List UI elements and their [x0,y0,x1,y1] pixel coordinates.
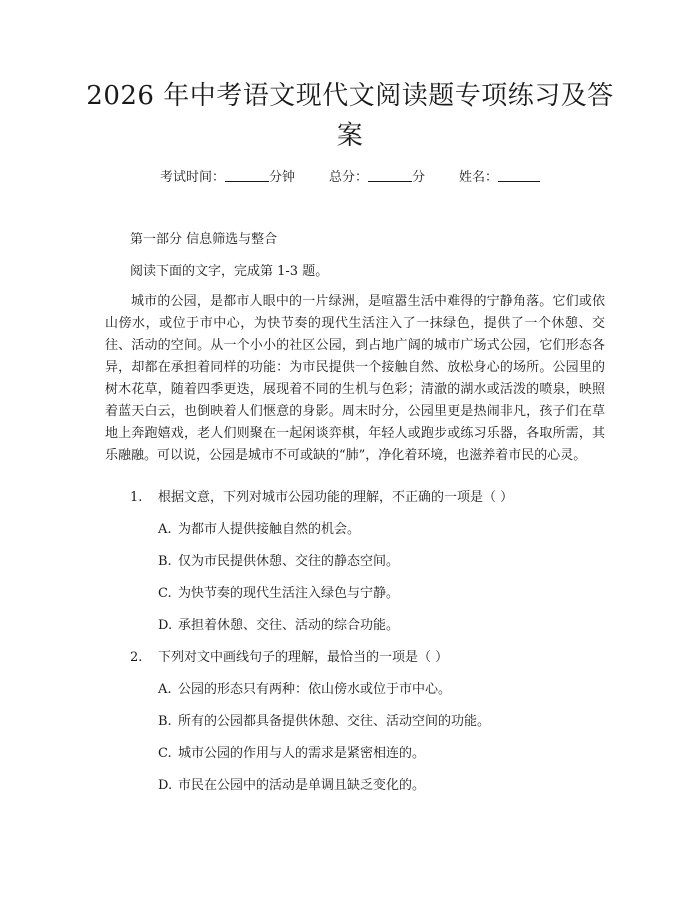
option-letter: A. [158,682,172,697]
question-2-option-a[interactable] [158,680,451,700]
option-text: 为都市人提供接触自然的机会。 [178,522,361,537]
name-label: 姓名： [459,170,499,185]
question-1-option-b[interactable] [158,552,399,572]
name-blank[interactable] [498,169,540,182]
option-letter: D. [158,618,173,633]
option-text: 城市公园的作用与人的需求是紧密相连的。 [178,746,426,761]
question-1-option-c[interactable] [158,584,399,604]
reading-passage: 城市的公园，是都市人眼中的一片绿洲，是喧嚣生活中难得的宁静角落。它们或依山傍水，或位于市中心，为快节奏的现代生活注入了一抹绿色，提供了一个休憩、交往、活动的空间。从一个小小的社区公园，到占地广阔的城市广场式公园，它们形态各异，却都在承担着同样的功能：为市民提供一个接触自然、放松身心的场所。公园里的树木花草，随着四季更迭，展现着不同的生机与色彩；清澈的湖水或活泼的喷泉，映照着蓝天白云，也倒映着人们惬意的身影。周末时分，公园里更是热闹非凡，孩子们在草地上奔跑嬉戏，老人们则聚在一起闲谈弈棋，年轻人或跑步或练习乐器，各取所需，其乐融融。可以说，公园是城市不可或缺的“肺”，净化着环境，也滋养着市民的心灵。 [105,294,605,463]
option-letter: B. [158,714,172,729]
question-1-option-d[interactable] [158,616,399,636]
option-text: 市民在公园中的活动是单调且缺乏变化的。 [178,778,426,793]
question-number: 1. [130,490,143,505]
document-title: 2026 年中考语文现代文阅读题专项练习及答案 [86,81,614,151]
time-unit: 分钟 [268,170,295,185]
question-2-option-d[interactable] [158,776,425,796]
score-blank[interactable] [368,169,412,182]
time-label: 考试时间： [159,170,225,185]
question-1-option-a[interactable] [158,520,360,540]
option-text: 所有的公园都具备提供休憩、交往、活动空间的功能。 [178,714,491,729]
question-2-option-c[interactable] [158,744,425,764]
question-text: 下列对文中画线句子的理解，最恰当的一项是（ ） [158,650,449,665]
score-label: 总分： [328,170,368,185]
question-1 [130,488,513,508]
instruction-text: 阅读下面的文字，完成第 1-3 题。 [130,264,329,279]
section-heading: 第一部分 信息筛选与整合 [130,232,278,247]
option-letter: B. [158,554,172,569]
option-text: 为快节奏的现代生活注入绿色与宁静。 [178,586,400,601]
option-letter: C. [158,746,172,761]
option-letter: A. [158,522,172,537]
question-text: 根据文意，下列对城市公园功能的理解，不正确的一项是（ ） [158,490,514,505]
option-text: 公园的形态只有两种：依山傍水或位于市中心。 [178,682,452,697]
question-number: 2. [130,650,143,665]
exam-info-line [0,168,700,188]
time-blank[interactable] [225,169,269,182]
question-2-option-b[interactable] [158,712,490,732]
option-text: 承担着休憩、交往、活动的综合功能。 [178,618,400,633]
option-letter: D. [158,778,173,793]
score-unit: 分 [412,170,426,185]
question-2 [130,648,448,668]
option-text: 仅为市民提供休憩、交往的静态空间。 [178,554,400,569]
option-letter: C. [158,586,172,601]
